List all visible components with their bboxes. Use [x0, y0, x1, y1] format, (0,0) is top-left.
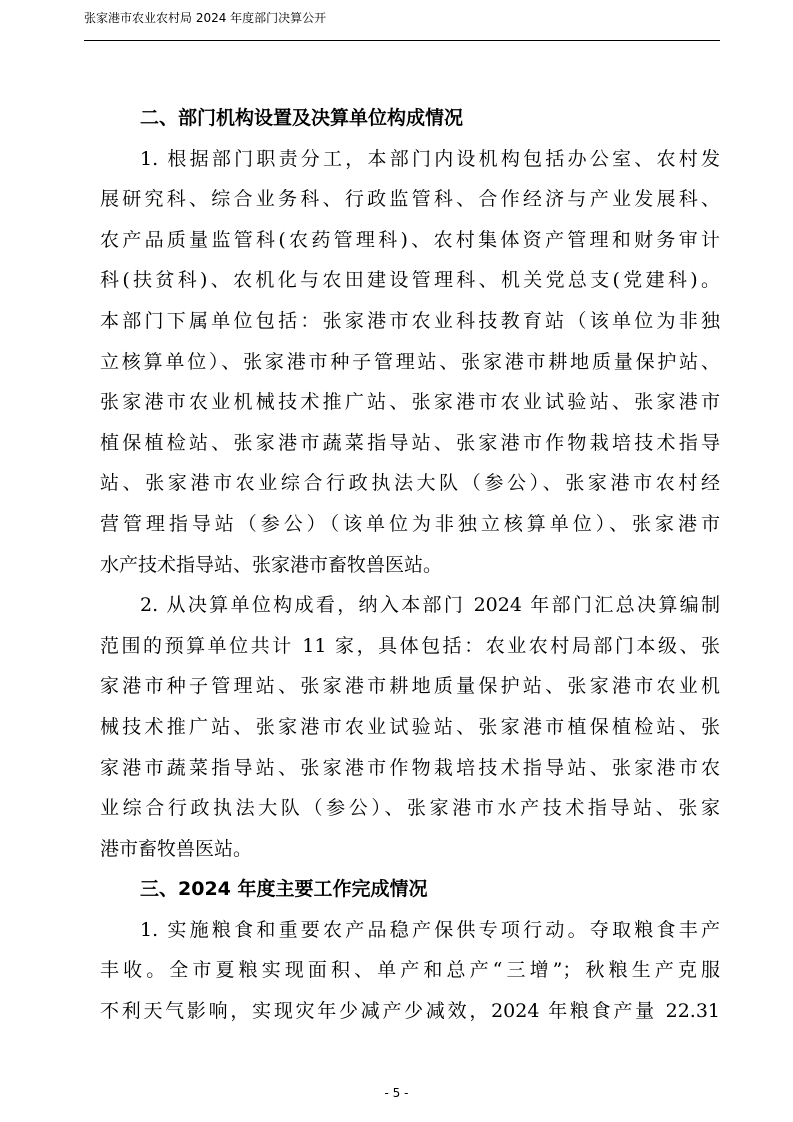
paragraph-line: 范围的预算单位共计 11 家，具体包括：农业农村局部门本级、张 — [100, 634, 720, 657]
paragraph-line: 展研究科、综合业务科、行政监管科、合作经济与产业发展科、 — [100, 188, 720, 211]
document-body — [100, 98, 720, 1032]
paragraph-line: 械技术推广站、张家港市农业试验站、张家港市植保植检站、张 — [100, 715, 720, 738]
paragraph-line: 2. 从决算单位构成看，纳入本部门 2024 年部门汇总决算编制 — [140, 594, 720, 617]
paragraph-line: 植保植检站、张家港市蔬菜指导站、张家港市作物栽培技术指导 — [100, 431, 720, 454]
paragraph-line: 1. 根据部门职责分工，本部门内设机构包括办公室、农村发 — [140, 147, 720, 170]
paragraph-line: 张家港市农业机械技术推广站、张家港市农业试验站、张家港市 — [100, 391, 720, 414]
paragraph-line: 1. 实施粮食和重要农产品稳产保供专项行动。夺取粮食丰产 — [140, 918, 720, 941]
paragraph-line: 科(扶贫科)、农机化与农田建设管理科、机关党总支(党建科)。 — [100, 269, 720, 292]
paragraph-line: 不利天气影响，实现灾年少减产少减效，2024 年粮食产量 22.31 — [100, 1000, 720, 1023]
paragraph-line: 家港市种子管理站、张家港市耕地质量保护站、张家港市农业机 — [100, 675, 720, 698]
paragraph-line: 营管理指导站（参公）（该单位为非独立核算单位）、张家港市 — [100, 512, 720, 535]
paragraph-line: 立核算单位）、张家港市种子管理站、张家港市耕地质量保护站、 — [100, 350, 720, 373]
paragraph-line: 农产品质量监管科(农药管理科)、农村集体资产管理和财务审计 — [100, 228, 720, 251]
running-header: 张家港市农业农村局 2024 年度部门决算公开 — [84, 11, 327, 25]
paragraph-line: 本部门下属单位包括：张家港市农业科技教育站（该单位为非独 — [100, 309, 720, 332]
paragraph-line: 业综合行政执法大队（参公）、张家港市水产技术指导站、张家 — [100, 797, 720, 820]
paragraph-line: 家港市蔬菜指导站、张家港市作物栽培技术指导站、张家港市农 — [100, 756, 720, 779]
header-rule — [84, 40, 720, 41]
paragraph-line: 水产技术指导站、张家港市畜牧兽医站。 — [100, 553, 443, 576]
paragraph-line: 港市畜牧兽医站。 — [100, 837, 253, 860]
section-heading: 二、部门机构设置及决算单位构成情况 — [140, 107, 464, 129]
paragraph-line: 站、张家港市农业综合行政执法大队（参公）、张家港市农村经 — [100, 472, 720, 495]
page-number: - 5 - — [384, 1086, 409, 1100]
paragraph-line: 丰收。全市夏粮实现面积、单产和总产“三增”；秋粮生产克服 — [100, 959, 720, 982]
section-heading: 三、2024 年度主要工作完成情况 — [140, 878, 428, 901]
